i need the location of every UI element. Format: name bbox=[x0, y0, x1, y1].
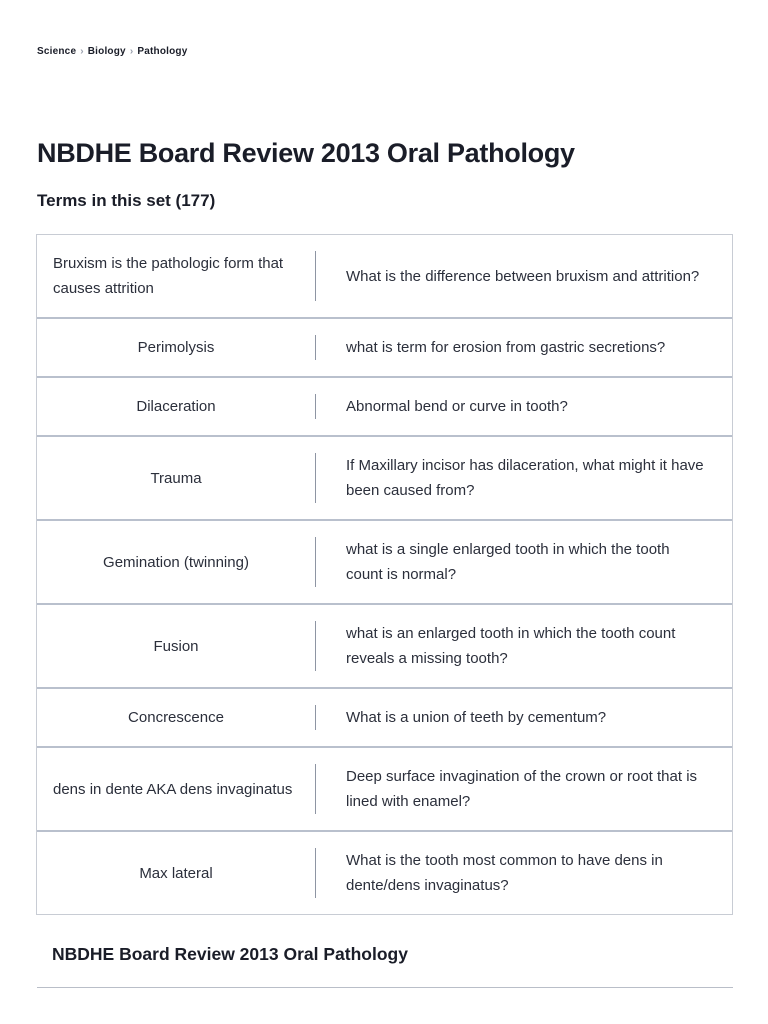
term-divider bbox=[315, 705, 316, 730]
term-row bbox=[37, 378, 732, 437]
term-text: Perimolysis bbox=[137, 339, 215, 356]
definition-text: What is a union of teeth by cementum? bbox=[346, 709, 607, 726]
breadcrumb-item-biology[interactable]: Biology bbox=[87, 46, 126, 57]
term-divider bbox=[315, 537, 316, 587]
definition-text: what is a single enlarged tooth in which the tooth count is normal? bbox=[346, 541, 670, 583]
term-text: Dilaceration bbox=[136, 398, 216, 415]
term-row bbox=[37, 689, 732, 748]
term-text: Max lateral bbox=[139, 864, 213, 882]
term-row bbox=[37, 235, 732, 319]
breadcrumb-separator: › bbox=[80, 46, 84, 57]
term-text: dens in dente AKA dens invaginatus bbox=[53, 780, 293, 798]
term-divider bbox=[315, 764, 316, 814]
definition-text: Abnormal bend or curve in tooth? bbox=[346, 398, 568, 415]
breadcrumb-item-pathology[interactable]: Pathology bbox=[137, 46, 188, 57]
definition-text: what is an enlarged tooth in which the tooth count reveals a missing tooth? bbox=[346, 625, 676, 667]
term-divider bbox=[315, 453, 316, 503]
footer-set-title: NBDHE Board Review 2013 Oral Pathology bbox=[52, 944, 408, 964]
term-divider bbox=[315, 621, 316, 671]
term-divider bbox=[315, 848, 316, 898]
definition-text: What is the tooth most common to have dens in dente/dens invaginatus? bbox=[346, 852, 663, 894]
terms-count-heading: Terms in this set (177) bbox=[37, 191, 216, 210]
term-text: Bruxism is the pathologic form that causes attrition bbox=[53, 255, 284, 297]
definition-text: Deep surface invagination of the crown or root that is lined with enamel? bbox=[346, 768, 698, 810]
term-row bbox=[37, 605, 732, 689]
terms-table bbox=[36, 234, 733, 915]
term-text: Trauma bbox=[150, 469, 202, 487]
term-row bbox=[37, 832, 732, 914]
term-divider bbox=[315, 251, 316, 301]
term-text: Fusion bbox=[153, 637, 199, 655]
term-divider bbox=[315, 394, 316, 419]
definition-text: what is term for erosion from gastric secretions? bbox=[346, 339, 666, 356]
page-title: NBDHE Board Review 2013 Oral Pathology bbox=[37, 138, 575, 168]
footer-divider bbox=[37, 987, 733, 988]
term-row bbox=[37, 521, 732, 605]
definition-text: If Maxillary incisor has dilaceration, what might it have been caused from? bbox=[346, 457, 704, 499]
breadcrumb-separator: › bbox=[129, 46, 134, 57]
term-divider bbox=[315, 335, 316, 360]
breadcrumb-item-science[interactable]: Science bbox=[37, 46, 77, 57]
breadcrumb bbox=[37, 46, 187, 57]
term-row bbox=[37, 319, 732, 378]
term-row bbox=[37, 437, 732, 521]
term-text: Concrescence bbox=[128, 709, 224, 726]
term-row bbox=[37, 748, 732, 832]
term-text: Gemination (twinning) bbox=[103, 553, 249, 571]
definition-text: What is the difference between bruxism and attrition? bbox=[346, 267, 700, 285]
